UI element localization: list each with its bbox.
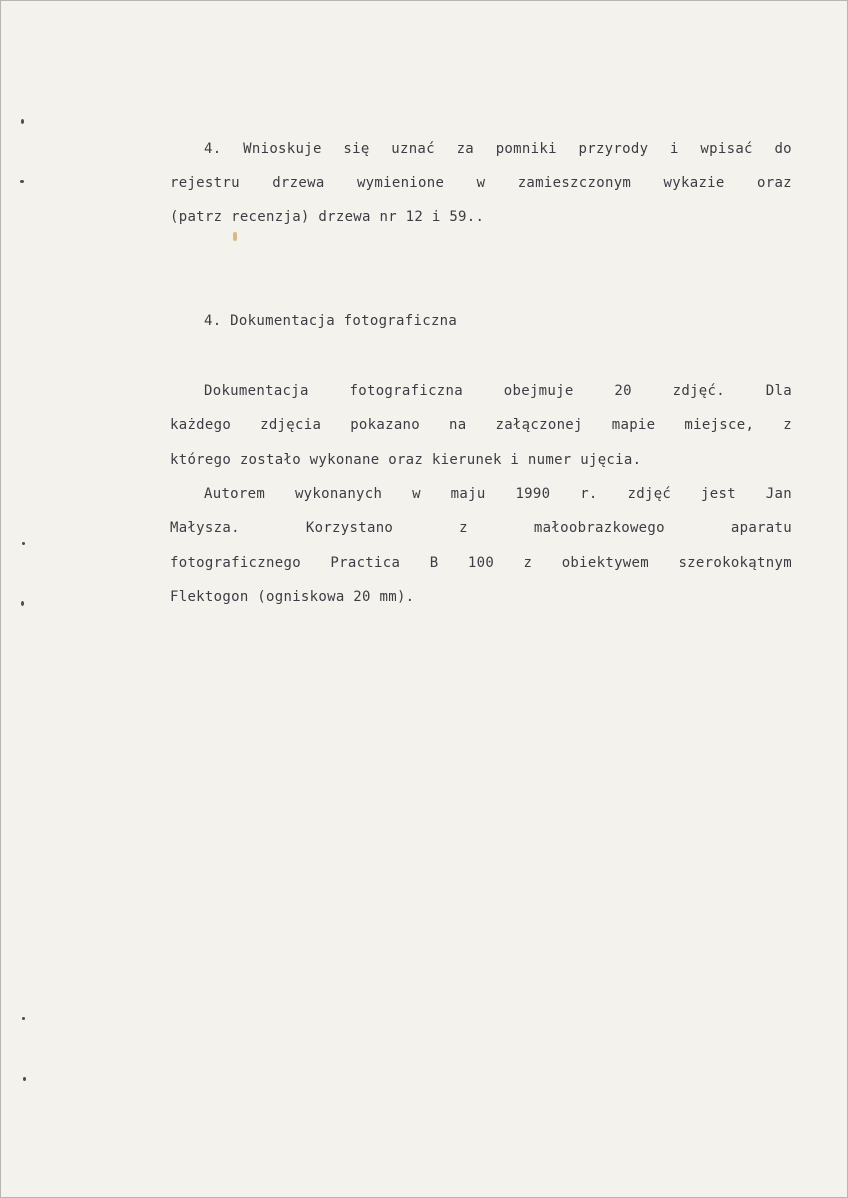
word: r. [580, 486, 598, 502]
word: za [456, 141, 475, 157]
paragraph-2-line-3 [170, 555, 792, 571]
word: zdjęć. [672, 383, 725, 399]
paragraph-1-line-1 [204, 383, 792, 399]
paragraph-1-line-2 [170, 417, 792, 433]
word: mapie [611, 417, 656, 433]
margin-mark [22, 1017, 25, 1020]
paper-stain [233, 232, 237, 241]
margin-mark [22, 542, 25, 545]
word: z [459, 520, 468, 536]
word: 1990 [515, 486, 551, 502]
word: zdjęcia [260, 417, 322, 433]
word: przyrody [578, 141, 649, 157]
word: pokazano [350, 417, 421, 433]
margin-mark [21, 601, 24, 606]
word: każdego [170, 417, 232, 433]
word: B [429, 555, 439, 571]
word: Dla [765, 383, 792, 399]
word: załączonej [495, 417, 583, 433]
word: 20 [614, 383, 632, 399]
paragraph-2-line-2 [170, 520, 792, 536]
word: 100 [467, 555, 495, 571]
word: wymienione [356, 175, 445, 191]
word: Wnioskuje [243, 141, 322, 157]
word: Korzystano [305, 520, 394, 536]
word: Małysza. [170, 520, 240, 536]
word: uznać [391, 141, 435, 157]
word: maju [450, 486, 486, 502]
word: Practica [330, 555, 401, 571]
word: Dokumentacja [204, 383, 309, 399]
margin-mark [21, 119, 24, 124]
word: pomniki [495, 141, 557, 157]
word: się [343, 141, 370, 157]
word: i [670, 141, 679, 157]
word: na [449, 417, 467, 433]
word: zdjęć [627, 486, 672, 502]
word: w [412, 486, 421, 502]
word: Autorem [204, 486, 266, 502]
paragraph-1-line-3: którego zostało wykonane oraz kierunek i numer ujęcia. [170, 452, 642, 468]
word: wykonanych [294, 486, 383, 502]
word: z [783, 417, 792, 433]
paragraph-2-line-4: Flektogon (ogniskowa 20 mm). [170, 589, 415, 605]
margin-mark [23, 1077, 26, 1081]
paragraph-2-line-1 [204, 486, 792, 502]
word: fotograficzna [349, 383, 463, 399]
word: w [476, 175, 486, 191]
word: szerokokątnym [678, 555, 792, 571]
conclusions-line-2 [170, 175, 792, 191]
word: drzewa [272, 175, 325, 191]
margin-mark [20, 180, 24, 183]
word: obiektywem [561, 555, 649, 571]
word: 4. [204, 141, 222, 157]
section-heading: 4. Dokumentacja fotograficzna [204, 313, 458, 329]
word: małoobrazkowego [533, 520, 665, 536]
word: wpisać [700, 141, 753, 157]
word: aparatu [730, 520, 792, 536]
word: jest [701, 486, 736, 502]
conclusions-line-1 [204, 141, 792, 157]
word: miejsce, [684, 417, 755, 433]
word: do [774, 141, 792, 157]
word: obejmuje [503, 383, 574, 399]
word: zamieszczonym [517, 175, 632, 191]
word: Jan [765, 486, 792, 502]
word: rejestru [170, 175, 240, 191]
word: oraz [757, 175, 792, 191]
word: wykazie [663, 175, 725, 191]
word: fotograficznego [170, 555, 301, 571]
word: z [523, 555, 533, 571]
conclusions-line-3: (patrz recenzja) drzewa nr 12 i 59.. [170, 209, 485, 225]
